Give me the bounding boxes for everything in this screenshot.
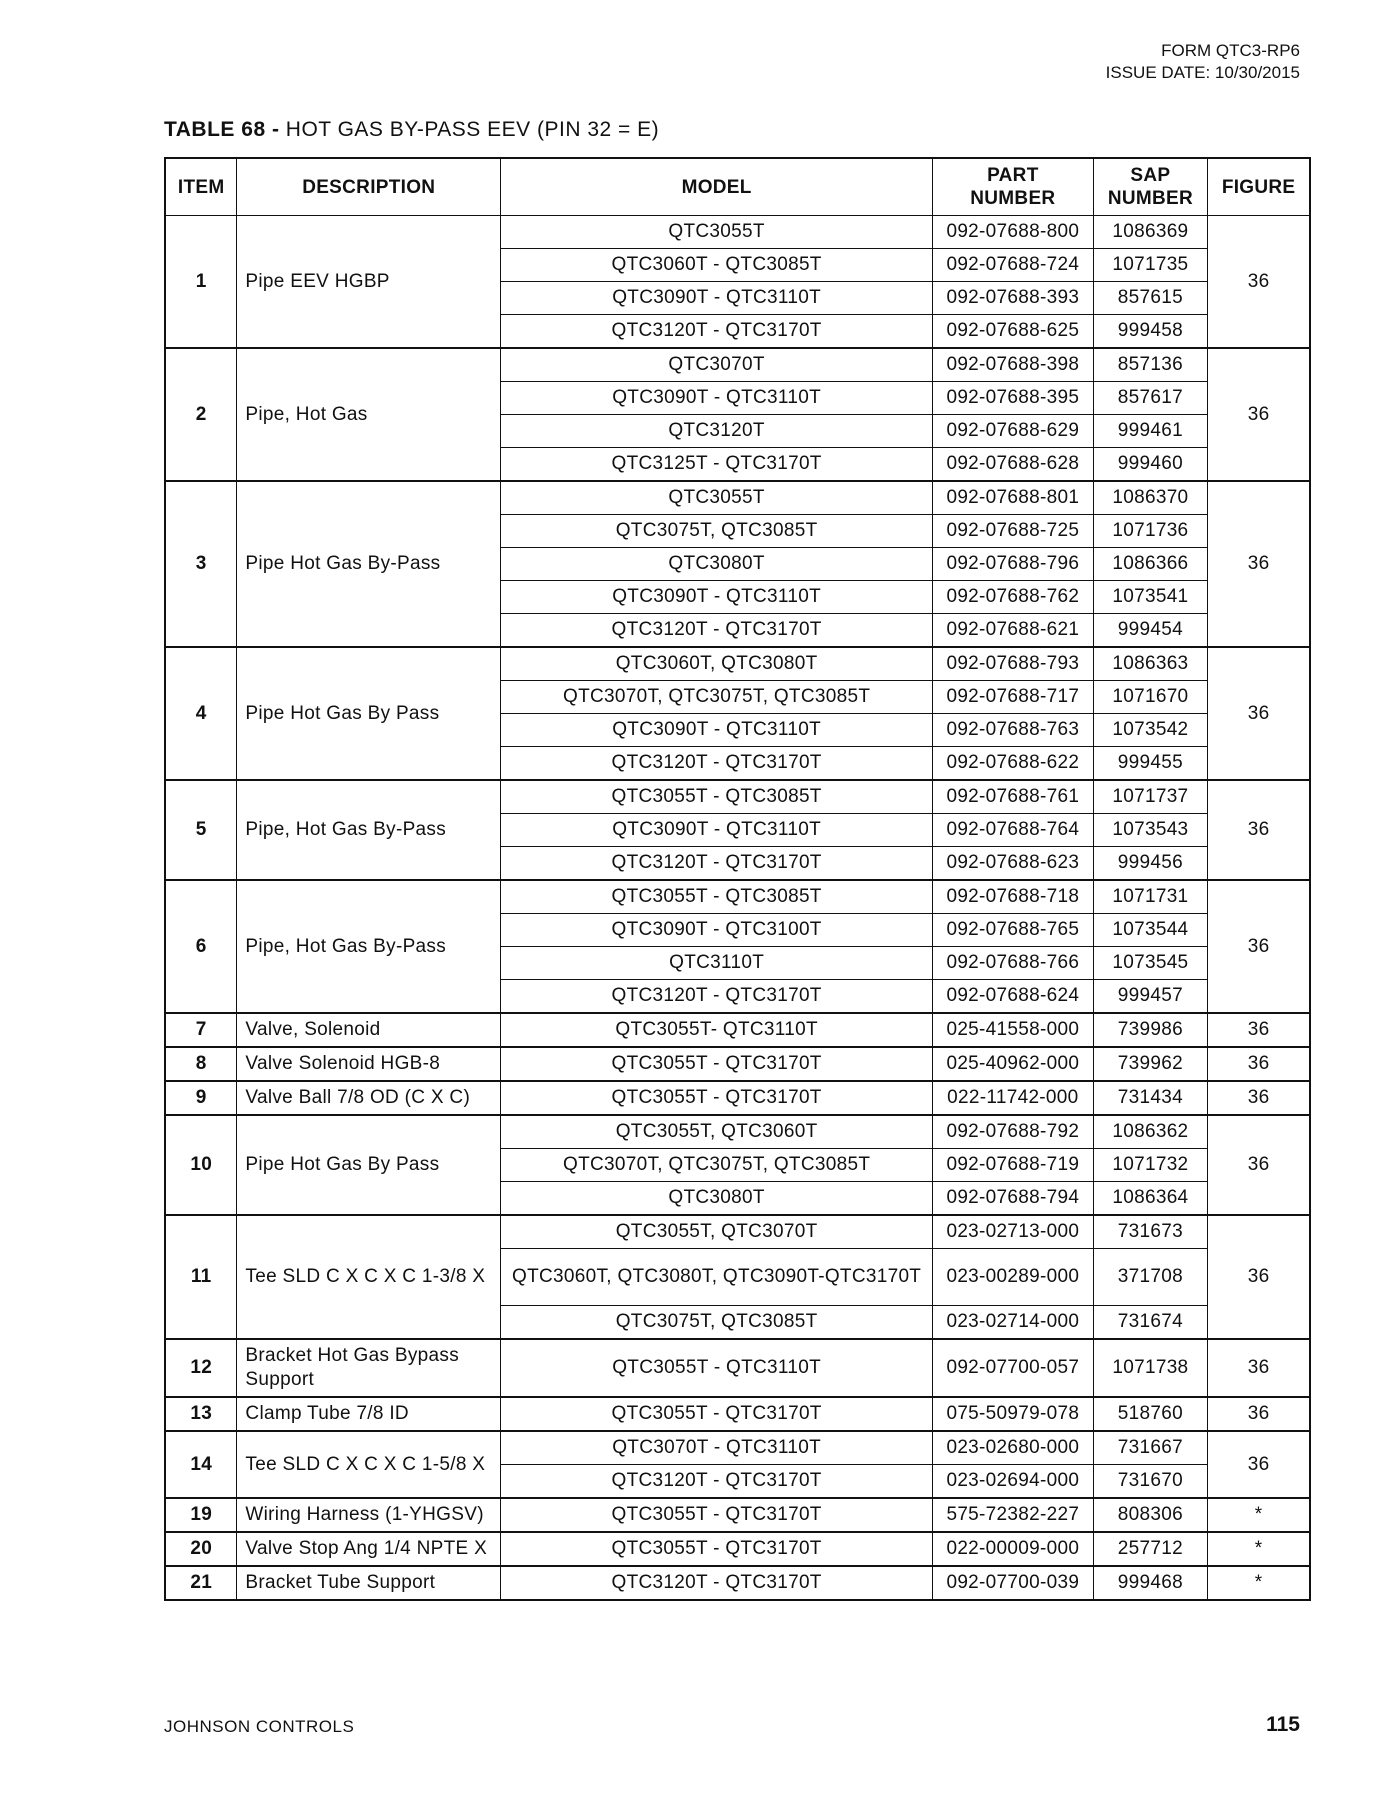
figure-cell: 36 — [1208, 880, 1310, 1013]
table-row — [165, 780, 1310, 814]
sap-number-cell: 731674 — [1093, 1306, 1208, 1340]
model-cell: QTC3120T - QTC3170T — [501, 980, 933, 1014]
part-number-cell: 092-07700-057 — [933, 1339, 1093, 1397]
part-number-cell: 092-07688-794 — [933, 1182, 1093, 1216]
table-caption: HOT GAS BY-PASS EEV (PIN 32 = E) — [279, 118, 660, 141]
part-number-cell: 075-50979-078 — [933, 1397, 1093, 1431]
item-number: 10 — [165, 1115, 237, 1215]
model-cell: QTC3120T - QTC3170T — [501, 315, 933, 349]
model-cell: QTC3090T - QTC3110T — [501, 714, 933, 747]
item-number: 5 — [165, 780, 237, 880]
sap-number-cell: 731670 — [1093, 1465, 1208, 1499]
part-number-cell: 022-00009-000 — [933, 1532, 1093, 1566]
table-row — [165, 216, 1310, 249]
figure-cell: 36 — [1208, 1115, 1310, 1215]
model-cell: QTC3075T, QTC3085T — [501, 1306, 933, 1340]
model-cell: QTC3090T - QTC3110T — [501, 382, 933, 415]
part-number-cell: 092-07688-761 — [933, 780, 1093, 814]
sap-number-cell: 731434 — [1093, 1081, 1208, 1115]
item-description: Bracket Hot Gas Bypass Support — [237, 1339, 501, 1397]
sap-number-cell: 1071738 — [1093, 1339, 1208, 1397]
model-cell: QTC3075T, QTC3085T — [501, 515, 933, 548]
part-number-cell: 092-07688-624 — [933, 980, 1093, 1014]
part-number-cell: 092-07688-762 — [933, 581, 1093, 614]
part-number-cell: 092-07688-718 — [933, 880, 1093, 914]
model-cell: QTC3055T — [501, 481, 933, 515]
model-cell: QTC3120T - QTC3170T — [501, 614, 933, 648]
item-number: 3 — [165, 481, 237, 647]
table-number: TABLE 68 - — [164, 118, 280, 141]
sap-number-cell: 999458 — [1093, 315, 1208, 349]
part-number-cell: 092-07688-628 — [933, 448, 1093, 482]
model-cell: QTC3080T — [501, 1182, 933, 1216]
sap-number-cell: 731667 — [1093, 1431, 1208, 1465]
table-row — [165, 481, 1310, 515]
model-cell: QTC3110T — [501, 947, 933, 980]
part-number-cell: 092-07688-763 — [933, 714, 1093, 747]
col-part-number: PART NUMBER — [933, 158, 1093, 216]
model-cell: QTC3090T - QTC3110T — [501, 282, 933, 315]
sap-number-cell: 257712 — [1093, 1532, 1208, 1566]
table-row — [165, 1081, 1310, 1115]
table-row — [165, 647, 1310, 681]
figure-cell: 36 — [1208, 1339, 1310, 1397]
parts-table — [164, 157, 1311, 1601]
part-number-cell: 023-02694-000 — [933, 1465, 1093, 1499]
model-cell: QTC3055T - QTC3085T — [501, 780, 933, 814]
figure-cell: 36 — [1208, 481, 1310, 647]
item-description: Pipe, Hot Gas By-Pass — [237, 880, 501, 1013]
part-number-cell: 092-07688-621 — [933, 614, 1093, 648]
sap-number-cell: 1071670 — [1093, 681, 1208, 714]
part-number-cell: 092-07688-719 — [933, 1149, 1093, 1182]
part-number-cell: 092-07688-796 — [933, 548, 1093, 581]
figure-cell: 36 — [1208, 1081, 1310, 1115]
model-cell: QTC3090T - QTC3100T — [501, 914, 933, 947]
item-description: Tee SLD C X C X C 1-5/8 X — [237, 1431, 501, 1498]
sap-number-cell: 1071731 — [1093, 880, 1208, 914]
model-cell: QTC3055T - QTC3170T — [501, 1397, 933, 1431]
document-header — [1106, 40, 1300, 84]
model-cell: QTC3120T - QTC3170T — [501, 747, 933, 781]
model-cell: QTC3055T - QTC3170T — [501, 1081, 933, 1115]
sap-number-cell: 731673 — [1093, 1215, 1208, 1249]
model-cell: QTC3055T - QTC3110T — [501, 1339, 933, 1397]
table-row — [165, 1115, 1310, 1149]
figure-cell: 36 — [1208, 1215, 1310, 1339]
part-number-cell: 092-07688-800 — [933, 216, 1093, 249]
sap-number-cell: 1086369 — [1093, 216, 1208, 249]
sap-number-cell: 857615 — [1093, 282, 1208, 315]
item-description: Valve Solenoid HGB-8 — [237, 1047, 501, 1081]
item-number: 14 — [165, 1431, 237, 1498]
model-cell: QTC3055T- QTC3110T — [501, 1013, 933, 1047]
page-number: 115 — [1266, 1713, 1300, 1736]
table-row — [165, 880, 1310, 914]
col-sap-number: SAP NUMBER — [1093, 158, 1208, 216]
part-number-cell: 025-40962-000 — [933, 1047, 1093, 1081]
table-row — [165, 1013, 1310, 1047]
header-row — [165, 158, 1310, 216]
item-description: Pipe, Hot Gas — [237, 348, 501, 481]
sap-number-cell: 1086364 — [1093, 1182, 1208, 1216]
sap-number-cell: 999454 — [1093, 614, 1208, 648]
model-cell: QTC3055T, QTC3070T — [501, 1215, 933, 1249]
sap-number-cell: 1086363 — [1093, 647, 1208, 681]
model-cell: QTC3080T — [501, 548, 933, 581]
item-number: 7 — [165, 1013, 237, 1047]
form-number: FORM QTC3-RP6 — [1161, 41, 1300, 60]
col-description: DESCRIPTION — [237, 158, 501, 216]
part-number-cell: 092-07688-625 — [933, 315, 1093, 349]
col-figure: FIGURE — [1208, 158, 1310, 216]
figure-cell: 36 — [1208, 647, 1310, 780]
table-row — [165, 1498, 1310, 1532]
model-cell: QTC3120T - QTC3170T — [501, 1465, 933, 1499]
model-cell: QTC3070T, QTC3075T, QTC3085T — [501, 1149, 933, 1182]
item-number: 6 — [165, 880, 237, 1013]
table-row — [165, 1397, 1310, 1431]
model-cell: QTC3120T - QTC3170T — [501, 847, 933, 881]
table-row — [165, 348, 1310, 382]
part-number-cell: 023-02680-000 — [933, 1431, 1093, 1465]
model-cell: QTC3070T - QTC3110T — [501, 1431, 933, 1465]
figure-cell: 36 — [1208, 348, 1310, 481]
item-number: 2 — [165, 348, 237, 481]
sap-number-cell: 518760 — [1093, 1397, 1208, 1431]
item-description: Pipe Hot Gas By Pass — [237, 1115, 501, 1215]
sap-number-cell: 1073545 — [1093, 947, 1208, 980]
model-cell: QTC3055T - QTC3170T — [501, 1047, 933, 1081]
model-cell: QTC3055T - QTC3085T — [501, 880, 933, 914]
part-number-cell: 025-41558-000 — [933, 1013, 1093, 1047]
figure-cell: 36 — [1208, 1431, 1310, 1498]
figure-cell: * — [1208, 1566, 1310, 1600]
item-description: Valve Stop Ang 1/4 NPTE X — [237, 1532, 501, 1566]
sap-number-cell: 1071737 — [1093, 780, 1208, 814]
issue-date: ISSUE DATE: 10/30/2015 — [1105, 63, 1300, 82]
part-number-cell: 092-07688-393 — [933, 282, 1093, 315]
item-description: Tee SLD C X C X C 1-3/8 X — [237, 1215, 501, 1339]
part-number-cell: 023-00289-000 — [933, 1249, 1093, 1306]
part-number-cell: 092-07688-717 — [933, 681, 1093, 714]
item-description: Wiring Harness (1-YHGSV) — [237, 1498, 501, 1532]
item-number: 19 — [165, 1498, 237, 1532]
sap-number-cell: 1086370 — [1093, 481, 1208, 515]
part-number-cell: 023-02714-000 — [933, 1306, 1093, 1340]
model-cell: QTC3055T, QTC3060T — [501, 1115, 933, 1149]
table-row — [165, 1532, 1310, 1566]
item-description: Bracket Tube Support — [237, 1566, 501, 1600]
model-cell: QTC3060T - QTC3085T — [501, 249, 933, 282]
model-cell: QTC3120T - QTC3170T — [501, 1566, 933, 1600]
sap-number-cell: 999460 — [1093, 448, 1208, 482]
part-number-cell: 092-07688-622 — [933, 747, 1093, 781]
part-number-cell: 092-07688-623 — [933, 847, 1093, 881]
sap-number-cell: 1086362 — [1093, 1115, 1208, 1149]
part-number-cell: 092-07688-764 — [933, 814, 1093, 847]
model-cell: QTC3070T — [501, 348, 933, 382]
item-number: 13 — [165, 1397, 237, 1431]
part-number-cell: 092-07688-725 — [933, 515, 1093, 548]
table-title — [164, 118, 659, 142]
sap-number-cell: 739986 — [1093, 1013, 1208, 1047]
sap-number-cell: 371708 — [1093, 1249, 1208, 1306]
part-number-cell: 023-02713-000 — [933, 1215, 1093, 1249]
item-number: 4 — [165, 647, 237, 780]
item-description: Pipe Hot Gas By-Pass — [237, 481, 501, 647]
sap-number-cell: 1086366 — [1093, 548, 1208, 581]
sap-number-cell: 857136 — [1093, 348, 1208, 382]
item-description: Valve, Solenoid — [237, 1013, 501, 1047]
model-cell: QTC3070T, QTC3075T, QTC3085T — [501, 681, 933, 714]
item-number: 21 — [165, 1566, 237, 1600]
item-number: 20 — [165, 1532, 237, 1566]
sap-number-cell: 1073542 — [1093, 714, 1208, 747]
model-cell: QTC3060T, QTC3080T — [501, 647, 933, 681]
sap-number-cell: 739962 — [1093, 1047, 1208, 1081]
item-number: 9 — [165, 1081, 237, 1115]
item-description: Valve Ball 7/8 OD (C X C) — [237, 1081, 501, 1115]
sap-number-cell: 1071735 — [1093, 249, 1208, 282]
col-item: ITEM — [165, 158, 237, 216]
item-number: 1 — [165, 216, 237, 349]
sap-number-cell: 999461 — [1093, 415, 1208, 448]
part-number-cell: 092-07688-395 — [933, 382, 1093, 415]
sap-number-cell: 1071736 — [1093, 515, 1208, 548]
sap-number-cell: 1071732 — [1093, 1149, 1208, 1182]
model-cell: QTC3120T — [501, 415, 933, 448]
sap-number-cell: 1073543 — [1093, 814, 1208, 847]
figure-cell: 36 — [1208, 1047, 1310, 1081]
model-cell: QTC3055T - QTC3170T — [501, 1532, 933, 1566]
item-description: Pipe, Hot Gas By-Pass — [237, 780, 501, 880]
sap-number-cell: 999456 — [1093, 847, 1208, 881]
figure-cell: * — [1208, 1532, 1310, 1566]
col-model: MODEL — [501, 158, 933, 216]
sap-number-cell: 857617 — [1093, 382, 1208, 415]
part-number-cell: 092-07688-765 — [933, 914, 1093, 947]
model-cell: QTC3125T - QTC3170T — [501, 448, 933, 482]
sap-number-cell: 1073544 — [1093, 914, 1208, 947]
part-number-cell: 092-07700-039 — [933, 1566, 1093, 1600]
item-description: Pipe Hot Gas By Pass — [237, 647, 501, 780]
model-cell: QTC3090T - QTC3110T — [501, 814, 933, 847]
model-cell: QTC3060T, QTC3080T, QTC3090T-QTC3170T — [501, 1249, 933, 1306]
item-description: Pipe EEV HGBP — [237, 216, 501, 349]
figure-cell: 36 — [1208, 1397, 1310, 1431]
table-row — [165, 1047, 1310, 1081]
table-body — [165, 216, 1310, 1601]
figure-cell: 36 — [1208, 1013, 1310, 1047]
table-row — [165, 1431, 1310, 1465]
footer-company: JOHNSON CONTROLS — [164, 1717, 355, 1736]
model-cell: QTC3090T - QTC3110T — [501, 581, 933, 614]
sap-number-cell: 999468 — [1093, 1566, 1208, 1600]
model-cell: QTC3055T - QTC3170T — [501, 1498, 933, 1532]
figure-cell: 36 — [1208, 216, 1310, 349]
item-number: 11 — [165, 1215, 237, 1339]
part-number-cell: 092-07688-766 — [933, 947, 1093, 980]
table-row — [165, 1215, 1310, 1249]
sap-number-cell: 999457 — [1093, 980, 1208, 1014]
part-number-cell: 092-07688-792 — [933, 1115, 1093, 1149]
part-number-cell: 092-07688-793 — [933, 647, 1093, 681]
part-number-cell: 092-07688-801 — [933, 481, 1093, 515]
part-number-cell: 022-11742-000 — [933, 1081, 1093, 1115]
part-number-cell: 092-07688-724 — [933, 249, 1093, 282]
table-row — [165, 1566, 1310, 1600]
part-number-cell: 092-07688-398 — [933, 348, 1093, 382]
sap-number-cell: 999455 — [1093, 747, 1208, 781]
sap-number-cell: 1073541 — [1093, 581, 1208, 614]
sap-number-cell: 808306 — [1093, 1498, 1208, 1532]
item-description: Clamp Tube 7/8 ID — [237, 1397, 501, 1431]
model-cell: QTC3055T — [501, 216, 933, 249]
item-number: 8 — [165, 1047, 237, 1081]
figure-cell: * — [1208, 1498, 1310, 1532]
table-row — [165, 1339, 1310, 1397]
figure-cell: 36 — [1208, 780, 1310, 880]
part-number-cell: 092-07688-629 — [933, 415, 1093, 448]
item-number: 12 — [165, 1339, 237, 1397]
part-number-cell: 575-72382-227 — [933, 1498, 1093, 1532]
